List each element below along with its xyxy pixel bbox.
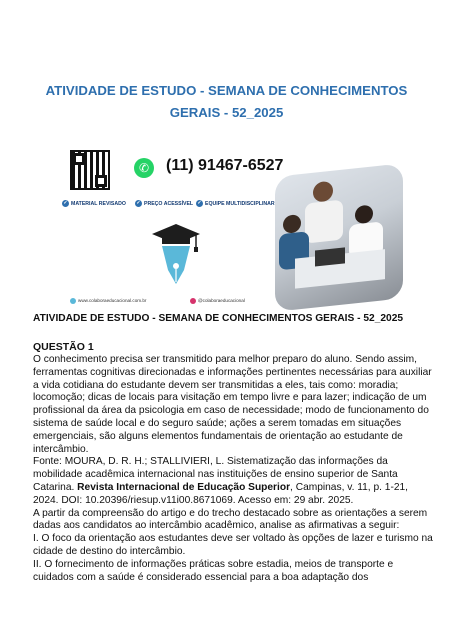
feature-item bbox=[196, 200, 275, 207]
qr-code-icon bbox=[70, 150, 110, 190]
question-heading: QUESTÃO 1 bbox=[33, 341, 94, 353]
whatsapp-icon: ✆ bbox=[134, 158, 154, 178]
website-text: www.colaboraeducacional.com.br bbox=[78, 298, 147, 304]
check-icon: ✓ bbox=[136, 200, 141, 206]
instagram-text: @colaboraeducacional bbox=[198, 298, 245, 304]
feature-label: PREÇO ACESSÍVEL bbox=[144, 200, 194, 207]
intro-paragraph: O conhecimento precisa ser transmitido para melhor preparo do aluno. Sendo assim, ferramentas cognitivas direcionadas e informações pertinentes necessárias para auxiliar a vida cotidiana do estudante devem ser transmitidas a eles, tais como: moradia; locomoção; dicas de locais para visitação em tempo livre e para lazer; indicação de um profissional da área da psicologia em caso de necessidade; modo de funcionamento do sistema de saúde local e do seguro saúde; ações a serem tomadas em situações emergenciais, são alguns elementos fundamentais de orientação ao estudante de intercâmbio. bbox=[33, 354, 432, 455]
source-journal: Revista Internacional de Educação Superior bbox=[77, 481, 291, 493]
statement-item: II. O fornecimento de informações práticas sobre estadia, meios de transporte e cuidados com a saúde é considerado essencial para a boa adaptação dos bbox=[33, 558, 394, 583]
statement-item: I. O foco da orientação aos estudantes deve ser voltado às opções de lazer e turismo na cidade de destino do intercâmbio. bbox=[33, 533, 433, 557]
source-prefix: Fonte: MOURA, D. R. H.; STALLIVIERI, L. Sistematização das informações da mobilidade acadêmica internacional nas instituições de ensino superior de Santa Catarina. bbox=[33, 456, 398, 493]
title-line-1: ATIVIDADE DE ESTUDO - SEMANA DE CONHECIMENTOS bbox=[45, 83, 408, 98]
source-suffix: , Campinas, v. 11, p. 1-21, 2024. DOI: 10.20396/riesup.v11i00.8671069. Acesso em: 29 abr. 2025. bbox=[33, 481, 409, 506]
document-title bbox=[20, 80, 433, 124]
graduation-cap-icon bbox=[150, 222, 202, 288]
check-icon: ✓ bbox=[197, 200, 202, 206]
instagram-icon bbox=[190, 298, 196, 304]
feature-item bbox=[135, 200, 193, 207]
check-icon: ✓ bbox=[63, 200, 68, 206]
source-citation bbox=[33, 456, 433, 507]
website-link[interactable] bbox=[70, 298, 146, 304]
students-photo bbox=[275, 163, 403, 311]
section-subtitle: ATIVIDADE DE ESTUDO - SEMANA DE CONHECIMENTOS GERAIS - 52_2025 bbox=[33, 313, 404, 324]
instagram-link[interactable] bbox=[190, 298, 245, 304]
feature-label: MATERIAL REVISADO bbox=[71, 200, 126, 207]
title-line-2: GERAIS - 52_2025 bbox=[169, 105, 284, 120]
globe-icon bbox=[70, 298, 76, 304]
question-body bbox=[33, 354, 433, 584]
phone-number: (11) 91467-6527 bbox=[166, 157, 284, 174]
feature-label: EQUIPE MULTIDISCIPLINAR bbox=[205, 200, 275, 207]
feature-item bbox=[62, 200, 126, 207]
instruction-text: A partir da compreensão do artigo e do trecho destacado sobre as orientações a serem dadas aos candidatos ao intercâmbio acadêmico, analise as afirmativas a seguir: bbox=[33, 507, 428, 532]
